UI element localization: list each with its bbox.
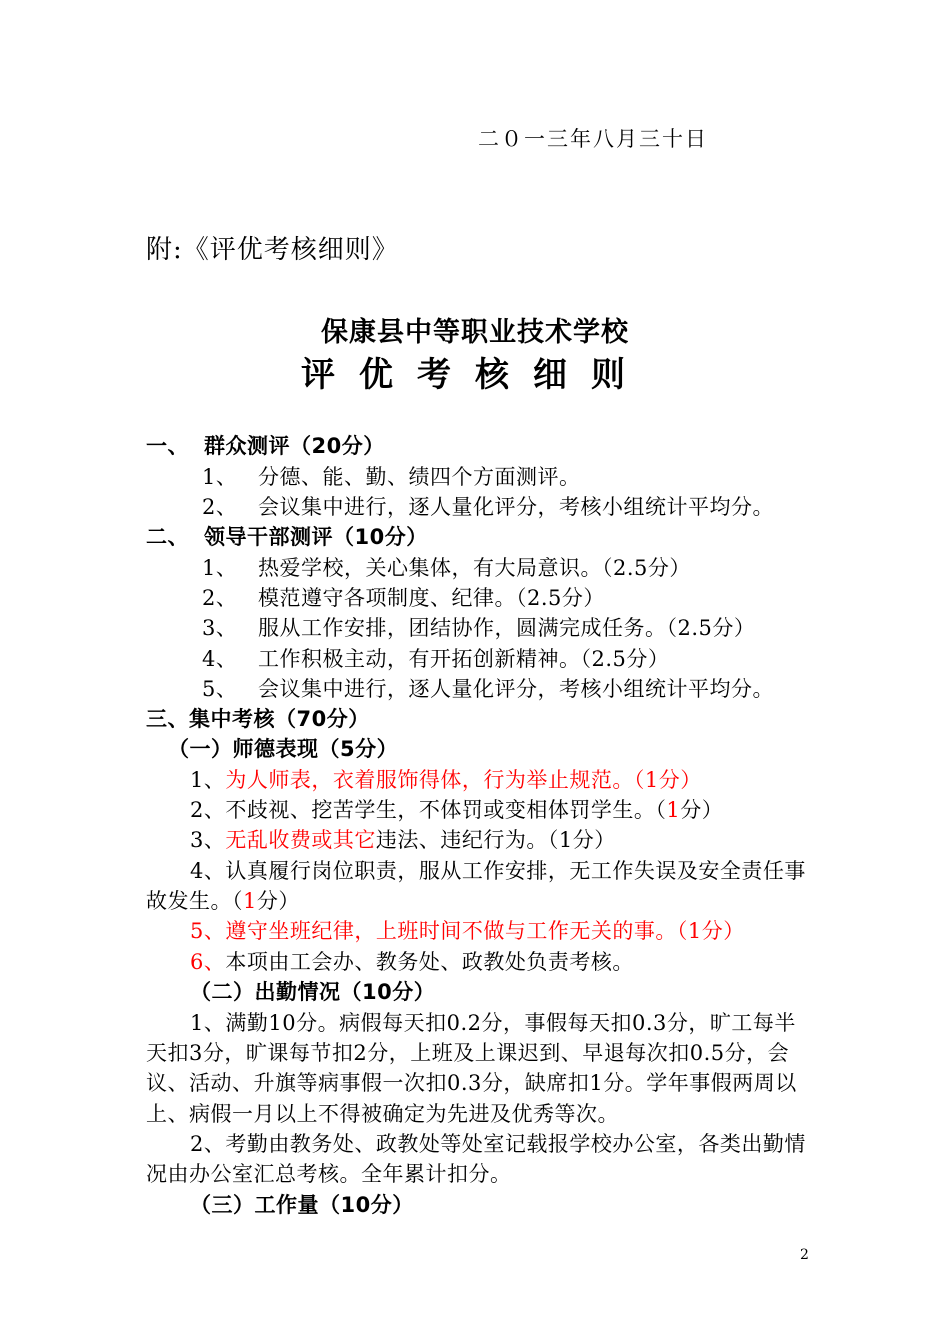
subsection-2-heading: （二）出勤情况（10分）	[190, 980, 436, 1004]
list-item: 4、认真履行岗位职责，服从工作安排，无工作失误及安全责任事	[190, 859, 806, 883]
section-2-number: 二、	[146, 525, 189, 549]
paragraph-line: 1、满勤10分。病假每天扣0.2分，事假每天扣0.3分，旷工每半	[190, 1011, 796, 1035]
list-item: 1、 热爱学校，关心集体，有大局意识。（2.5分）	[202, 556, 691, 580]
highlighted-text: 1	[666, 798, 681, 822]
list-item: 3、无乱收费或其它违法、违纪行为。（1分）	[190, 828, 616, 852]
list-item: 1、 分德、能、勤、绩四个方面测评。	[202, 465, 581, 489]
attachment-title: 附:《评优考核细则》	[146, 235, 399, 265]
list-item-continuation: 故发生。（1分）	[146, 889, 300, 913]
highlighted-text: 无乱收费或其它	[225, 828, 376, 852]
list-item: 2、 模范遵守各项制度、纪律。（2.5分）	[202, 586, 605, 610]
list-item: 3、 服从工作安排，团结协作，圆满完成任务。（2.5分）	[202, 616, 756, 640]
highlighted-text: 为人师表，衣着服饰得体，行为举止规范。（1分）	[225, 768, 702, 792]
section-1-heading	[146, 432, 385, 460]
subsection-3-heading: （三）工作量（10分）	[190, 1193, 414, 1217]
document-title: 评优考核细则	[301, 355, 649, 395]
section-2-title: 领导干部测评（10分）	[204, 525, 428, 549]
document-date: 二０一三年八月三十日	[478, 127, 708, 151]
section-2-heading	[146, 523, 428, 551]
paragraph-line: 上、病假一月以上不得被确定为先进及优秀等次。	[146, 1102, 619, 1126]
school-name: 保康县中等职业技术学校	[321, 317, 629, 348]
section-1-title: 群众测评（20分）	[204, 434, 385, 458]
highlighted-text: 1	[243, 889, 257, 913]
list-item: 1、为人师表，衣着服饰得体，行为举止规范。（1分）	[190, 768, 702, 792]
list-item: 6、本项由工会办、教务处、政教处负责考核。	[190, 950, 634, 974]
page-number: 2	[800, 1247, 809, 1263]
list-item: 2、 会议集中进行，逐人量化评分，考核小组统计平均分。	[202, 495, 774, 519]
subsection-1-heading: （一）师德表现（5分）	[168, 737, 399, 761]
list-item: 5、 会议集中进行，逐人量化评分，考核小组统计平均分。	[202, 677, 774, 701]
list-item-highlighted: 5、遵守坐班纪律，上班时间不做与工作无关的事。（1分）	[190, 919, 745, 943]
list-item: 2、不歧视、挖苦学生，不体罚或变相体罚学生。（1分）	[190, 798, 724, 822]
paragraph-line: 议、活动、升旗等病事假一次扣0.3分，缺席扣1分。学年事假两周以	[146, 1071, 797, 1095]
section-3-heading: 三、集中考核（70分）	[146, 707, 370, 731]
paragraph-line: 况由办公室汇总考核。全年累计扣分。	[146, 1162, 512, 1186]
section-1-number: 一、	[146, 434, 189, 458]
paragraph-line: 2、考勤由教务处、政教处等处室记载报学校办公室，各类出勤情	[190, 1132, 806, 1156]
list-item: 4、 工作积极主动，有开拓创新精神。（2.5分）	[202, 647, 670, 671]
highlighted-text: 6、	[190, 950, 226, 974]
paragraph-line: 天扣3分，旷课每节扣2分，上班及上课迟到、早退每次扣0.5分，会	[146, 1041, 790, 1065]
